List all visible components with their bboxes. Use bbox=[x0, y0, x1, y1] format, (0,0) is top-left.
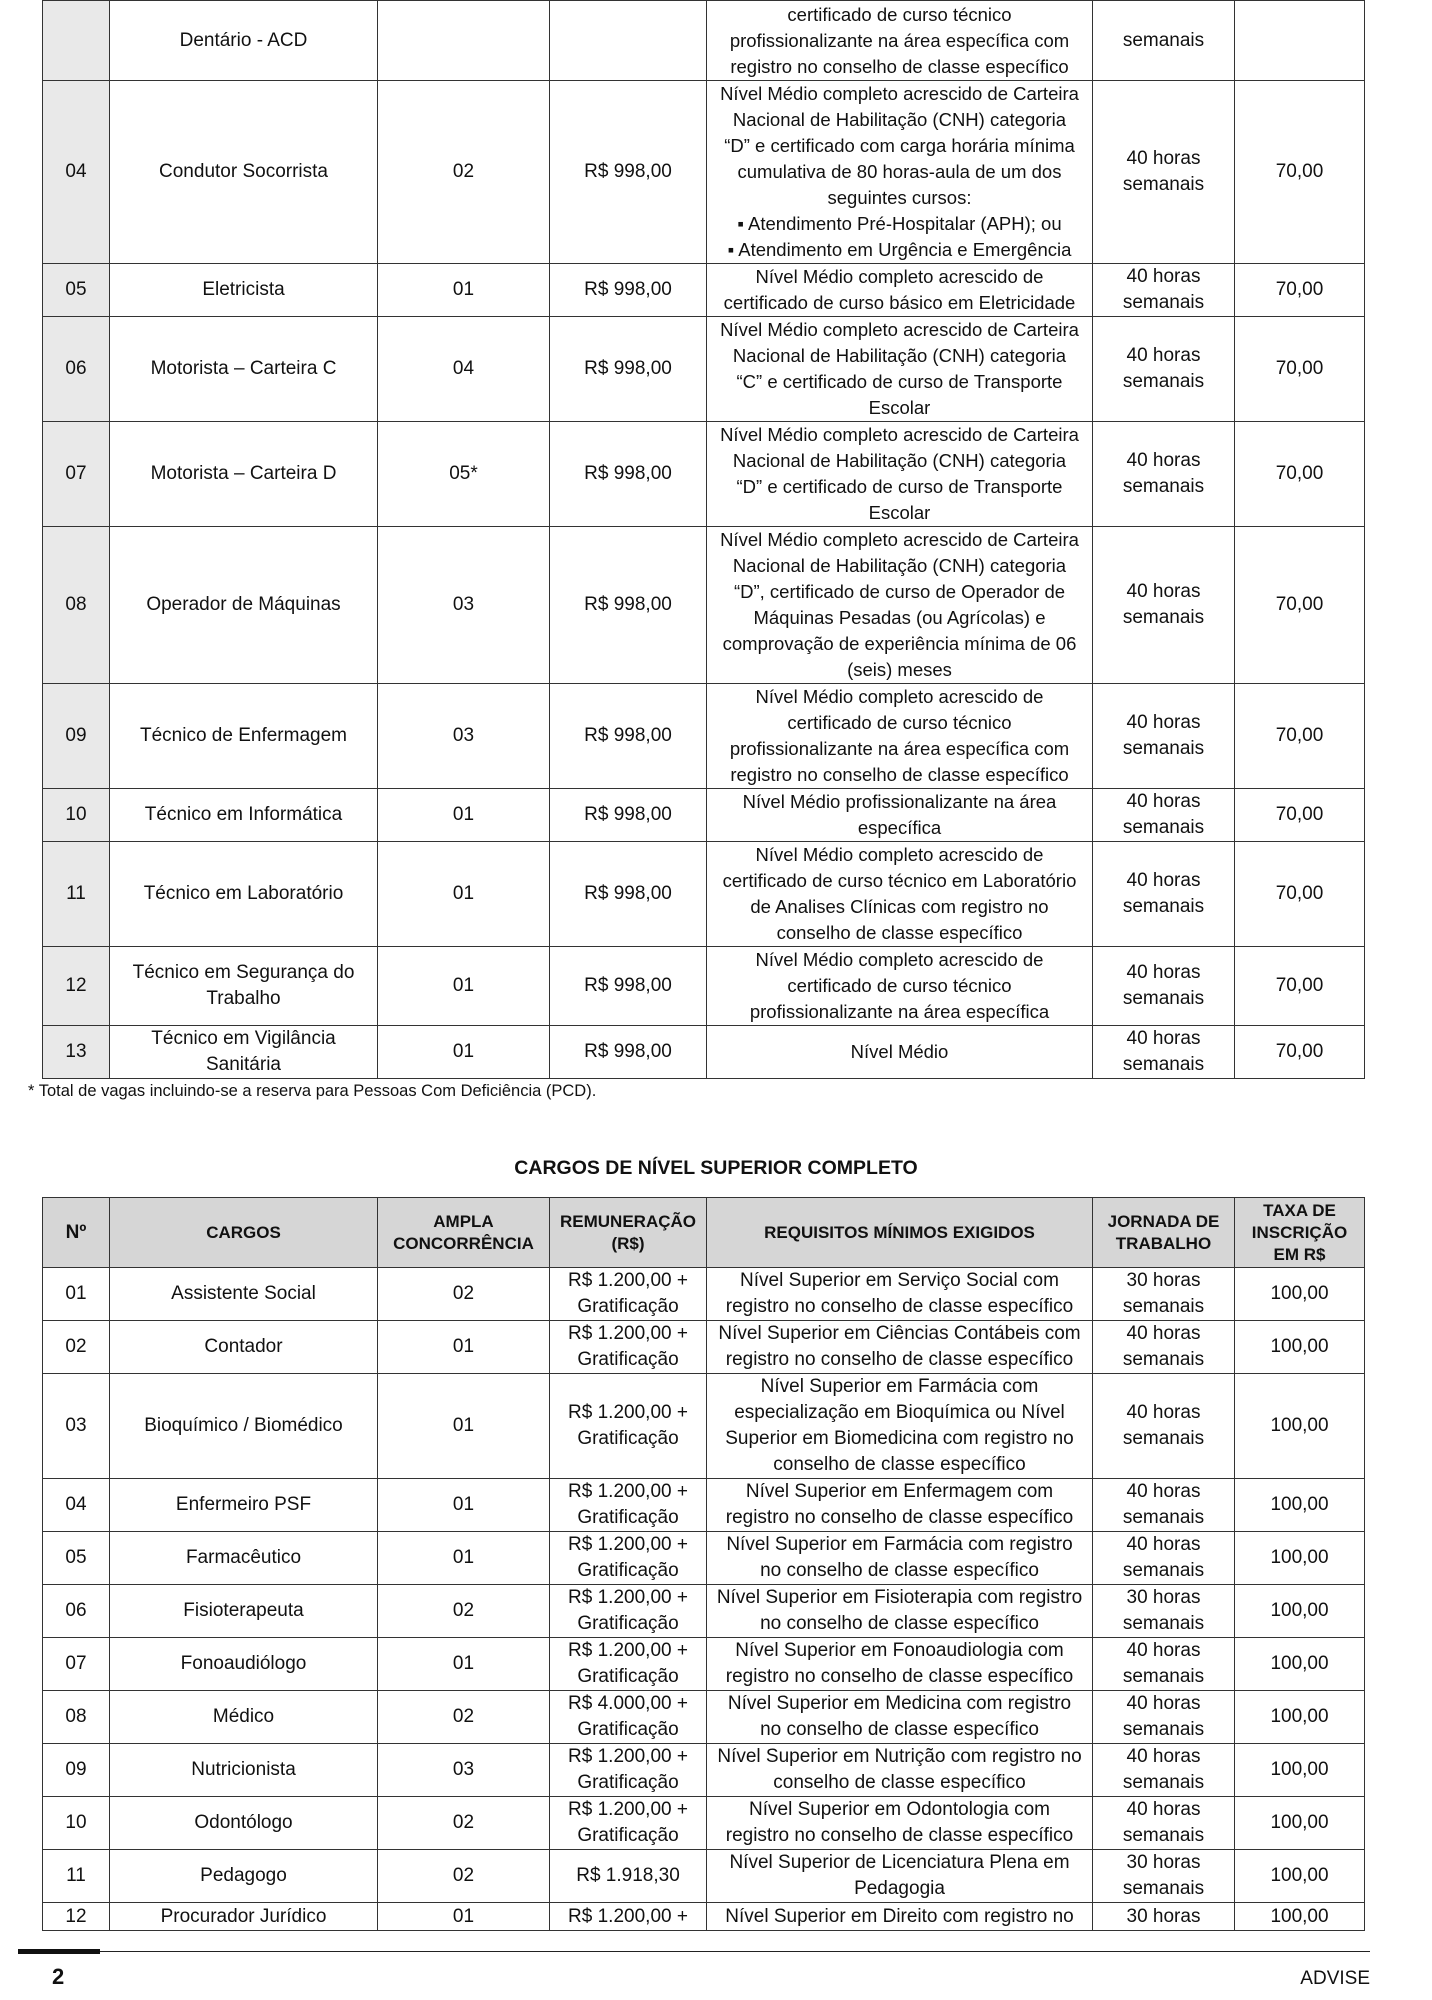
jornada-cell: 40 horas semanais bbox=[1093, 842, 1235, 947]
requisitos-cell: Nível Médio completo acrescido de certificado de curso técnico em Laboratório de Analises Clínicas com registro no conselho de classe específico bbox=[707, 842, 1093, 947]
table-row bbox=[43, 317, 1365, 422]
table-row bbox=[43, 947, 1365, 1026]
cargo-name-cell: Técnico em Informática bbox=[110, 789, 378, 842]
cargo-name-cell: Procurador Jurídico bbox=[110, 1903, 378, 1931]
table-nivel-medio bbox=[42, 0, 1365, 1079]
remuneracao-cell: R$ 998,00 bbox=[550, 264, 707, 317]
row-number-cell: 07 bbox=[43, 1638, 110, 1691]
taxa-inscricao-cell: 70,00 bbox=[1235, 264, 1365, 317]
jornada-cell: 40 horas semanais bbox=[1093, 684, 1235, 789]
remuneracao-cell: R$ 1.200,00 + Gratificação bbox=[550, 1321, 707, 1374]
jornada-cell: 30 horas semanais bbox=[1093, 1850, 1235, 1903]
cargo-name-cell: Técnico em Segurança do Trabalho bbox=[110, 947, 378, 1026]
row-number-cell: 13 bbox=[43, 1026, 110, 1079]
taxa-inscricao-cell: 100,00 bbox=[1235, 1268, 1365, 1321]
requisitos-cell: Nível Médio bbox=[707, 1026, 1093, 1079]
cargo-name-cell: Condutor Socorrista bbox=[110, 81, 378, 264]
table-row bbox=[43, 842, 1365, 947]
requisitos-cell: Nível Médio completo acrescido de Carteira Nacional de Habilitação (CNH) categoria “D”, certificado de curso de Operador de Máquinas Pesadas (ou Agrícolas) e comprovação de experiência mínima de 06 (seis) meses bbox=[707, 527, 1093, 684]
jornada-cell: 40 horas semanais bbox=[1093, 1797, 1235, 1850]
row-number-cell: 10 bbox=[43, 1797, 110, 1850]
cargo-name-cell: Técnico de Enfermagem bbox=[110, 684, 378, 789]
cargo-name-cell: Bioquímico / Biomédico bbox=[110, 1374, 378, 1479]
cargo-name-cell: Enfermeiro PSF bbox=[110, 1479, 378, 1532]
table-row bbox=[43, 1, 1365, 81]
header-no: Nº bbox=[43, 1198, 110, 1268]
footer-accent-bar bbox=[18, 1949, 100, 1954]
page-number: 2 bbox=[52, 1964, 65, 1989]
taxa-inscricao-cell: 70,00 bbox=[1235, 317, 1365, 422]
row-number-cell: 09 bbox=[43, 684, 110, 789]
row-number-cell: 03 bbox=[43, 1374, 110, 1479]
taxa-inscricao-cell: 70,00 bbox=[1235, 684, 1365, 789]
table-row bbox=[43, 1374, 1365, 1479]
remuneracao-cell: R$ 998,00 bbox=[550, 842, 707, 947]
table-row bbox=[43, 1638, 1365, 1691]
requisitos-cell: Nível Médio profissionalizante na área específica bbox=[707, 789, 1093, 842]
table-row bbox=[43, 789, 1365, 842]
cargo-name-cell: Pedagogo bbox=[110, 1850, 378, 1903]
remuneracao-cell: R$ 1.200,00 + Gratificação bbox=[550, 1268, 707, 1321]
requisitos-cell: certificado de curso técnico profissionalizante na área específica com registro no conselho de classe específico bbox=[707, 1, 1093, 81]
taxa-inscricao-cell: 100,00 bbox=[1235, 1479, 1365, 1532]
requisitos-cell: Nível Superior em Direito com registro no bbox=[707, 1903, 1093, 1931]
requisitos-cell: Nível Médio completo acrescido de Carteira Nacional de Habilitação (CNH) categoria “D” e certificado com carga horária mínima cumulativa de 80 horas-aula de um dos seguintes cursos: ▪ Atendimento Pré-Hospitalar (APH); ou ▪ Atendimento em Urgência e Emergência bbox=[707, 81, 1093, 264]
row-number-cell: 05 bbox=[43, 1532, 110, 1585]
table-row bbox=[43, 1585, 1365, 1638]
remuneracao-cell: R$ 998,00 bbox=[550, 422, 707, 527]
cargo-name-cell: Técnico em Vigilância Sanitária bbox=[110, 1026, 378, 1079]
header-taxa: TAXA DE INSCRIÇÃO EM R$ bbox=[1235, 1198, 1365, 1268]
requisitos-cell: Nível Superior em Nutrição com registro no conselho de classe específico bbox=[707, 1744, 1093, 1797]
row-number-cell: 12 bbox=[43, 1903, 110, 1931]
header-jornada: JORNADA DE TRABALHO bbox=[1093, 1198, 1235, 1268]
remuneracao-cell: R$ 998,00 bbox=[550, 684, 707, 789]
taxa-inscricao-cell: 100,00 bbox=[1235, 1321, 1365, 1374]
jornada-cell: 40 horas semanais bbox=[1093, 1026, 1235, 1079]
vagas-cell: 01 bbox=[378, 1532, 550, 1585]
jornada-cell: 40 horas semanais bbox=[1093, 317, 1235, 422]
cargo-name-cell: Farmacêutico bbox=[110, 1532, 378, 1585]
row-number-cell: 04 bbox=[43, 1479, 110, 1532]
taxa-inscricao-cell: 100,00 bbox=[1235, 1744, 1365, 1797]
requisitos-cell: Nível Superior em Serviço Social com registro no conselho de classe específico bbox=[707, 1268, 1093, 1321]
table-row bbox=[43, 1797, 1365, 1850]
table-row bbox=[43, 1479, 1365, 1532]
remuneracao-cell: R$ 998,00 bbox=[550, 1026, 707, 1079]
vagas-cell: 03 bbox=[378, 1744, 550, 1797]
jornada-cell: 30 horas semanais bbox=[1093, 1585, 1235, 1638]
table-row bbox=[43, 422, 1365, 527]
remuneracao-cell: R$ 998,00 bbox=[550, 81, 707, 264]
remuneracao-cell: R$ 1.200,00 + bbox=[550, 1903, 707, 1931]
taxa-inscricao-cell: 70,00 bbox=[1235, 422, 1365, 527]
requisitos-cell: Nível Superior em Odontologia com registro no conselho de classe específico bbox=[707, 1797, 1093, 1850]
requisitos-cell: Nível Superior de Licenciatura Plena em Pedagogia bbox=[707, 1850, 1093, 1903]
footer-brand: ADVISE bbox=[1300, 1968, 1370, 1989]
vagas-cell: 01 bbox=[378, 264, 550, 317]
vagas-cell: 02 bbox=[378, 1268, 550, 1321]
taxa-inscricao-cell: 100,00 bbox=[1235, 1532, 1365, 1585]
remuneracao-cell: R$ 998,00 bbox=[550, 317, 707, 422]
vagas-cell: 01 bbox=[378, 789, 550, 842]
taxa-inscricao-cell: 70,00 bbox=[1235, 842, 1365, 947]
jornada-cell: 30 horas semanais bbox=[1093, 1268, 1235, 1321]
table-row bbox=[43, 684, 1365, 789]
header-cargos: CARGOS bbox=[110, 1198, 378, 1268]
remuneracao-cell: R$ 1.200,00 + Gratificação bbox=[550, 1479, 707, 1532]
jornada-cell: 40 horas semanais bbox=[1093, 947, 1235, 1026]
taxa-inscricao-cell: 100,00 bbox=[1235, 1903, 1365, 1931]
requisitos-cell: Nível Superior em Ciências Contábeis com registro no conselho de classe específico bbox=[707, 1321, 1093, 1374]
row-number-cell: 06 bbox=[43, 1585, 110, 1638]
taxa-inscricao-cell: 100,00 bbox=[1235, 1797, 1365, 1850]
table-row bbox=[43, 264, 1365, 317]
taxa-inscricao-cell: 70,00 bbox=[1235, 789, 1365, 842]
table-header-row bbox=[43, 1198, 1365, 1268]
vagas-cell: 03 bbox=[378, 684, 550, 789]
cargo-name-cell: Contador bbox=[110, 1321, 378, 1374]
requisitos-cell: Nível Médio completo acrescido de certificado de curso básico em Eletricidade bbox=[707, 264, 1093, 317]
header-remuneracao: REMUNERAÇÃO (R$) bbox=[550, 1198, 707, 1268]
cargo-name-cell: Dentário - ACD bbox=[110, 1, 378, 81]
row-number-cell: 08 bbox=[43, 1691, 110, 1744]
remuneracao-cell: R$ 998,00 bbox=[550, 789, 707, 842]
taxa-inscricao-cell: 70,00 bbox=[1235, 947, 1365, 1026]
requisitos-cell: Nível Superior em Farmácia com registro no conselho de classe específico bbox=[707, 1532, 1093, 1585]
requisitos-cell: Nível Médio completo acrescido de certificado de curso técnico profissionalizante na área específica bbox=[707, 947, 1093, 1026]
taxa-inscricao-cell: 70,00 bbox=[1235, 1026, 1365, 1079]
cargo-name-cell: Eletricista bbox=[110, 264, 378, 317]
vagas-cell bbox=[378, 1, 550, 81]
vagas-cell: 01 bbox=[378, 1026, 550, 1079]
jornada-cell: 40 horas semanais bbox=[1093, 1321, 1235, 1374]
vagas-cell: 05* bbox=[378, 422, 550, 527]
table-row bbox=[43, 1850, 1365, 1903]
vagas-cell: 03 bbox=[378, 527, 550, 684]
row-number-cell: 06 bbox=[43, 317, 110, 422]
requisitos-cell: Nível Superior em Fonoaudiologia com registro no conselho de classe específico bbox=[707, 1638, 1093, 1691]
row-number-cell: 02 bbox=[43, 1321, 110, 1374]
row-number-cell: 10 bbox=[43, 789, 110, 842]
vagas-cell: 01 bbox=[378, 1321, 550, 1374]
row-number-cell: 08 bbox=[43, 527, 110, 684]
table-row bbox=[43, 1903, 1365, 1931]
jornada-cell: 40 horas semanais bbox=[1093, 1638, 1235, 1691]
jornada-cell: semanais bbox=[1093, 1, 1235, 81]
row-number-cell: 05 bbox=[43, 264, 110, 317]
jornada-cell: 40 horas semanais bbox=[1093, 1691, 1235, 1744]
requisitos-cell: Nível Superior em Medicina com registro no conselho de classe específico bbox=[707, 1691, 1093, 1744]
table-row bbox=[43, 1268, 1365, 1321]
remuneracao-cell: R$ 1.200,00 + Gratificação bbox=[550, 1638, 707, 1691]
cargo-name-cell: Assistente Social bbox=[110, 1268, 378, 1321]
vagas-cell: 02 bbox=[378, 1797, 550, 1850]
taxa-inscricao-cell: 70,00 bbox=[1235, 527, 1365, 684]
remuneracao-cell bbox=[550, 1, 707, 81]
vagas-cell: 04 bbox=[378, 317, 550, 422]
taxa-inscricao-cell: 100,00 bbox=[1235, 1691, 1365, 1744]
vagas-cell: 02 bbox=[378, 1850, 550, 1903]
remuneracao-cell: R$ 998,00 bbox=[550, 947, 707, 1026]
table-row bbox=[43, 81, 1365, 264]
remuneracao-cell: R$ 1.200,00 + Gratificação bbox=[550, 1797, 707, 1850]
header-ampla-concorrencia: AMPLA CONCORRÊNCIA bbox=[378, 1198, 550, 1268]
table-row bbox=[43, 1026, 1365, 1079]
row-number-cell: 01 bbox=[43, 1268, 110, 1321]
cargo-name-cell: Operador de Máquinas bbox=[110, 527, 378, 684]
footnote-pcd: * Total de vagas incluindo-se a reserva para Pessoas Com Deficiência (PCD). bbox=[28, 1082, 597, 1100]
row-number-cell: 07 bbox=[43, 422, 110, 527]
jornada-cell: 40 horas semanais bbox=[1093, 1744, 1235, 1797]
table-row bbox=[43, 1744, 1365, 1797]
table-row bbox=[43, 1691, 1365, 1744]
cargo-name-cell: Nutricionista bbox=[110, 1744, 378, 1797]
jornada-cell: 40 horas semanais bbox=[1093, 1374, 1235, 1479]
table-row bbox=[43, 1321, 1365, 1374]
requisitos-cell: Nível Médio completo acrescido de Carteira Nacional de Habilitação (CNH) categoria “C” e certificado de curso de Transporte Escolar bbox=[707, 317, 1093, 422]
header-requisitos: REQUISITOS MÍNIMOS EXIGIDOS bbox=[707, 1198, 1093, 1268]
remuneracao-cell: R$ 1.918,30 bbox=[550, 1850, 707, 1903]
vagas-cell: 01 bbox=[378, 842, 550, 947]
cargo-name-cell: Odontólogo bbox=[110, 1797, 378, 1850]
row-number-cell: 11 bbox=[43, 1850, 110, 1903]
footer-rule bbox=[18, 1951, 1370, 1952]
vagas-cell: 02 bbox=[378, 1585, 550, 1638]
section-title: CARGOS DE NÍVEL SUPERIOR COMPLETO bbox=[514, 1157, 918, 1179]
cargo-name-cell: Médico bbox=[110, 1691, 378, 1744]
jornada-cell: 40 horas semanais bbox=[1093, 422, 1235, 527]
taxa-inscricao-cell: 70,00 bbox=[1235, 81, 1365, 264]
requisitos-cell: Nível Médio completo acrescido de Carteira Nacional de Habilitação (CNH) categoria “D” e certificado de curso de Transporte Escolar bbox=[707, 422, 1093, 527]
vagas-cell: 01 bbox=[378, 1638, 550, 1691]
jornada-cell: 40 horas semanais bbox=[1093, 264, 1235, 317]
vagas-cell: 01 bbox=[378, 947, 550, 1026]
vagas-cell: 02 bbox=[378, 81, 550, 264]
jornada-cell: 30 horas bbox=[1093, 1903, 1235, 1931]
cargo-name-cell: Técnico em Laboratório bbox=[110, 842, 378, 947]
jornada-cell: 40 horas semanais bbox=[1093, 1532, 1235, 1585]
vagas-cell: 01 bbox=[378, 1479, 550, 1532]
vagas-cell: 01 bbox=[378, 1374, 550, 1479]
requisitos-cell: Nível Superior em Farmácia com especialização em Bioquímica ou Nível Superior em Biomedicina com registro no conselho de classe específico bbox=[707, 1374, 1093, 1479]
remuneracao-cell: R$ 1.200,00 + Gratificação bbox=[550, 1744, 707, 1797]
taxa-inscricao-cell: 100,00 bbox=[1235, 1585, 1365, 1638]
row-number-cell: 11 bbox=[43, 842, 110, 947]
remuneracao-cell: R$ 1.200,00 + Gratificação bbox=[550, 1374, 707, 1479]
requisitos-cell: Nível Superior em Enfermagem com registro no conselho de classe específico bbox=[707, 1479, 1093, 1532]
row-number-cell: 09 bbox=[43, 1744, 110, 1797]
jornada-cell: 40 horas semanais bbox=[1093, 527, 1235, 684]
requisitos-cell: Nível Médio completo acrescido de certificado de curso técnico profissionalizante na área específica com registro no conselho de classe específico bbox=[707, 684, 1093, 789]
jornada-cell: 40 horas semanais bbox=[1093, 1479, 1235, 1532]
cargo-name-cell: Motorista – Carteira D bbox=[110, 422, 378, 527]
table-row bbox=[43, 527, 1365, 684]
row-number-cell bbox=[43, 1, 110, 81]
cargo-name-cell: Motorista – Carteira C bbox=[110, 317, 378, 422]
remuneracao-cell: R$ 1.200,00 + Gratificação bbox=[550, 1532, 707, 1585]
vagas-cell: 01 bbox=[378, 1903, 550, 1931]
taxa-inscricao-cell bbox=[1235, 1, 1365, 81]
jornada-cell: 40 horas semanais bbox=[1093, 81, 1235, 264]
taxa-inscricao-cell: 100,00 bbox=[1235, 1638, 1365, 1691]
table-nivel-superior bbox=[42, 1197, 1365, 1931]
remuneracao-cell: R$ 4.000,00 + Gratificação bbox=[550, 1691, 707, 1744]
requisitos-cell: Nível Superior em Fisioterapia com registro no conselho de classe específico bbox=[707, 1585, 1093, 1638]
remuneracao-cell: R$ 1.200,00 + Gratificação bbox=[550, 1585, 707, 1638]
jornada-cell: 40 horas semanais bbox=[1093, 789, 1235, 842]
taxa-inscricao-cell: 100,00 bbox=[1235, 1850, 1365, 1903]
cargo-name-cell: Fisioterapeuta bbox=[110, 1585, 378, 1638]
vagas-cell: 02 bbox=[378, 1691, 550, 1744]
row-number-cell: 12 bbox=[43, 947, 110, 1026]
cargo-name-cell: Fonoaudiólogo bbox=[110, 1638, 378, 1691]
row-number-cell: 04 bbox=[43, 81, 110, 264]
taxa-inscricao-cell: 100,00 bbox=[1235, 1374, 1365, 1479]
remuneracao-cell: R$ 998,00 bbox=[550, 527, 707, 684]
table-row bbox=[43, 1532, 1365, 1585]
